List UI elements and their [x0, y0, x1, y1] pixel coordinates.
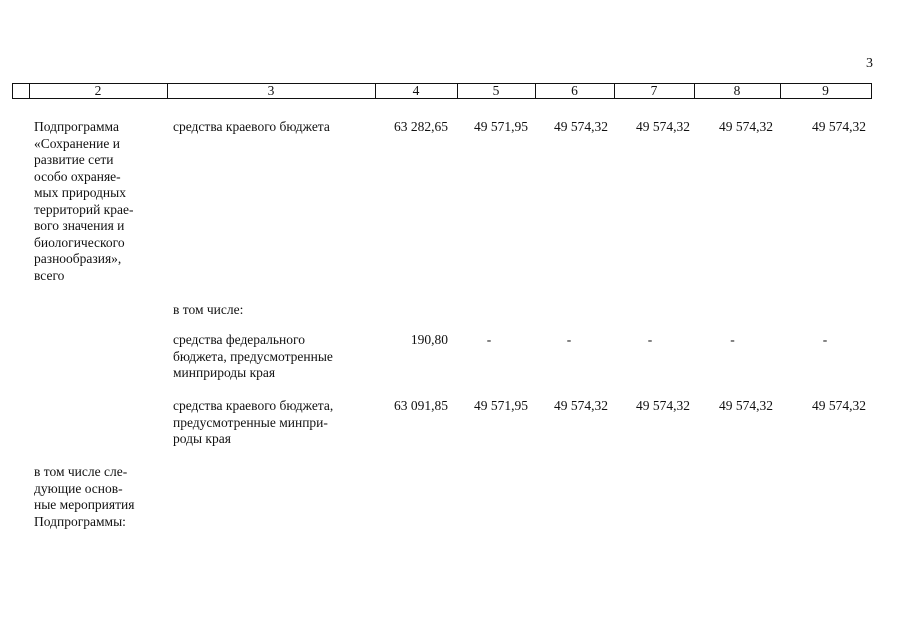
including-label: в том числе: [173, 302, 244, 317]
regional-source-line: роды края [173, 431, 231, 446]
subprogram-name-line: «Сохранение и [34, 135, 120, 151]
federal-value-col5: - [486, 332, 492, 347]
subprogram-value-col8: 49 574,32 [719, 119, 773, 134]
column-number-header [12, 83, 872, 99]
header-col-2: 2 [94, 83, 102, 98]
header-col-8: 8 [733, 83, 741, 98]
subprogram-source: средства краевого бюджета [173, 119, 330, 134]
subprogram-name-line: вого значения и [34, 218, 125, 233]
subprogram-name-line: территорий крае- [34, 201, 134, 217]
regional-value-col6: 49 574,32 [554, 398, 608, 413]
regional-source-line: предусмотренные минпри- [173, 414, 328, 430]
federal-value-col7: - [647, 332, 653, 347]
subprogram-name-line: всего [34, 267, 65, 283]
federal-value-col8: - [730, 332, 735, 347]
header-col-9: 9 [822, 83, 829, 98]
subprogram-value-col7: 49 574,32 [636, 119, 690, 134]
regional-value-col4: 63 091,85 [394, 398, 448, 413]
header-col-7: 7 [650, 83, 658, 98]
header-col-5: 5 [492, 83, 500, 98]
subprogram-name-line: биологического [34, 234, 125, 250]
federal-value-col4: 190,80 [410, 332, 448, 347]
subprogram-value-col9: 49 574,32 [812, 119, 866, 134]
subprogram-name [34, 119, 162, 284]
main-activities-line: дующие основ- [34, 480, 123, 496]
subprogram-name-line: развитие сети [34, 152, 114, 167]
federal-value-col9: - [822, 332, 828, 347]
header-col-6: 6 [571, 83, 578, 98]
subprogram-name-line: Подпрограмма [34, 119, 119, 134]
regional-source [173, 398, 368, 448]
header-col-3: 3 [267, 83, 275, 98]
federal-source-line: минприроды края [173, 365, 276, 380]
regional-value-col8: 49 574,32 [719, 398, 773, 413]
subprogram-name-line: особо охраняе- [34, 168, 121, 184]
main-activities-line: в том числе сле- [34, 464, 128, 479]
regional-value-col9: 49 574,32 [812, 398, 866, 413]
regional-source-line: средства краевого бюджета, [173, 398, 334, 413]
page-number: 3 [866, 56, 873, 71]
federal-value-col6: - [566, 332, 572, 347]
federal-source-line: бюджета, предусмотренные [173, 348, 333, 364]
federal-source [173, 332, 368, 382]
subprogram-value-col5: 49 571,95 [474, 119, 528, 134]
header-divider [12, 83, 13, 99]
header-divider [871, 83, 872, 99]
subprogram-name-line: разнообразия», [34, 251, 122, 266]
main-activities-label [34, 464, 162, 530]
header-col-4: 4 [412, 83, 420, 98]
main-activities-line: Подпрограммы: [34, 513, 126, 529]
regional-value-col5: 49 571,95 [474, 398, 528, 413]
federal-source-line: средства федерального [173, 332, 305, 347]
subprogram-value-col4: 63 282,65 [394, 119, 448, 134]
subprogram-value-col6: 49 574,32 [554, 119, 608, 134]
main-activities-line: ные мероприятия [34, 497, 135, 512]
regional-value-col7: 49 574,32 [636, 398, 690, 413]
subprogram-name-line: мых природных [34, 185, 126, 200]
